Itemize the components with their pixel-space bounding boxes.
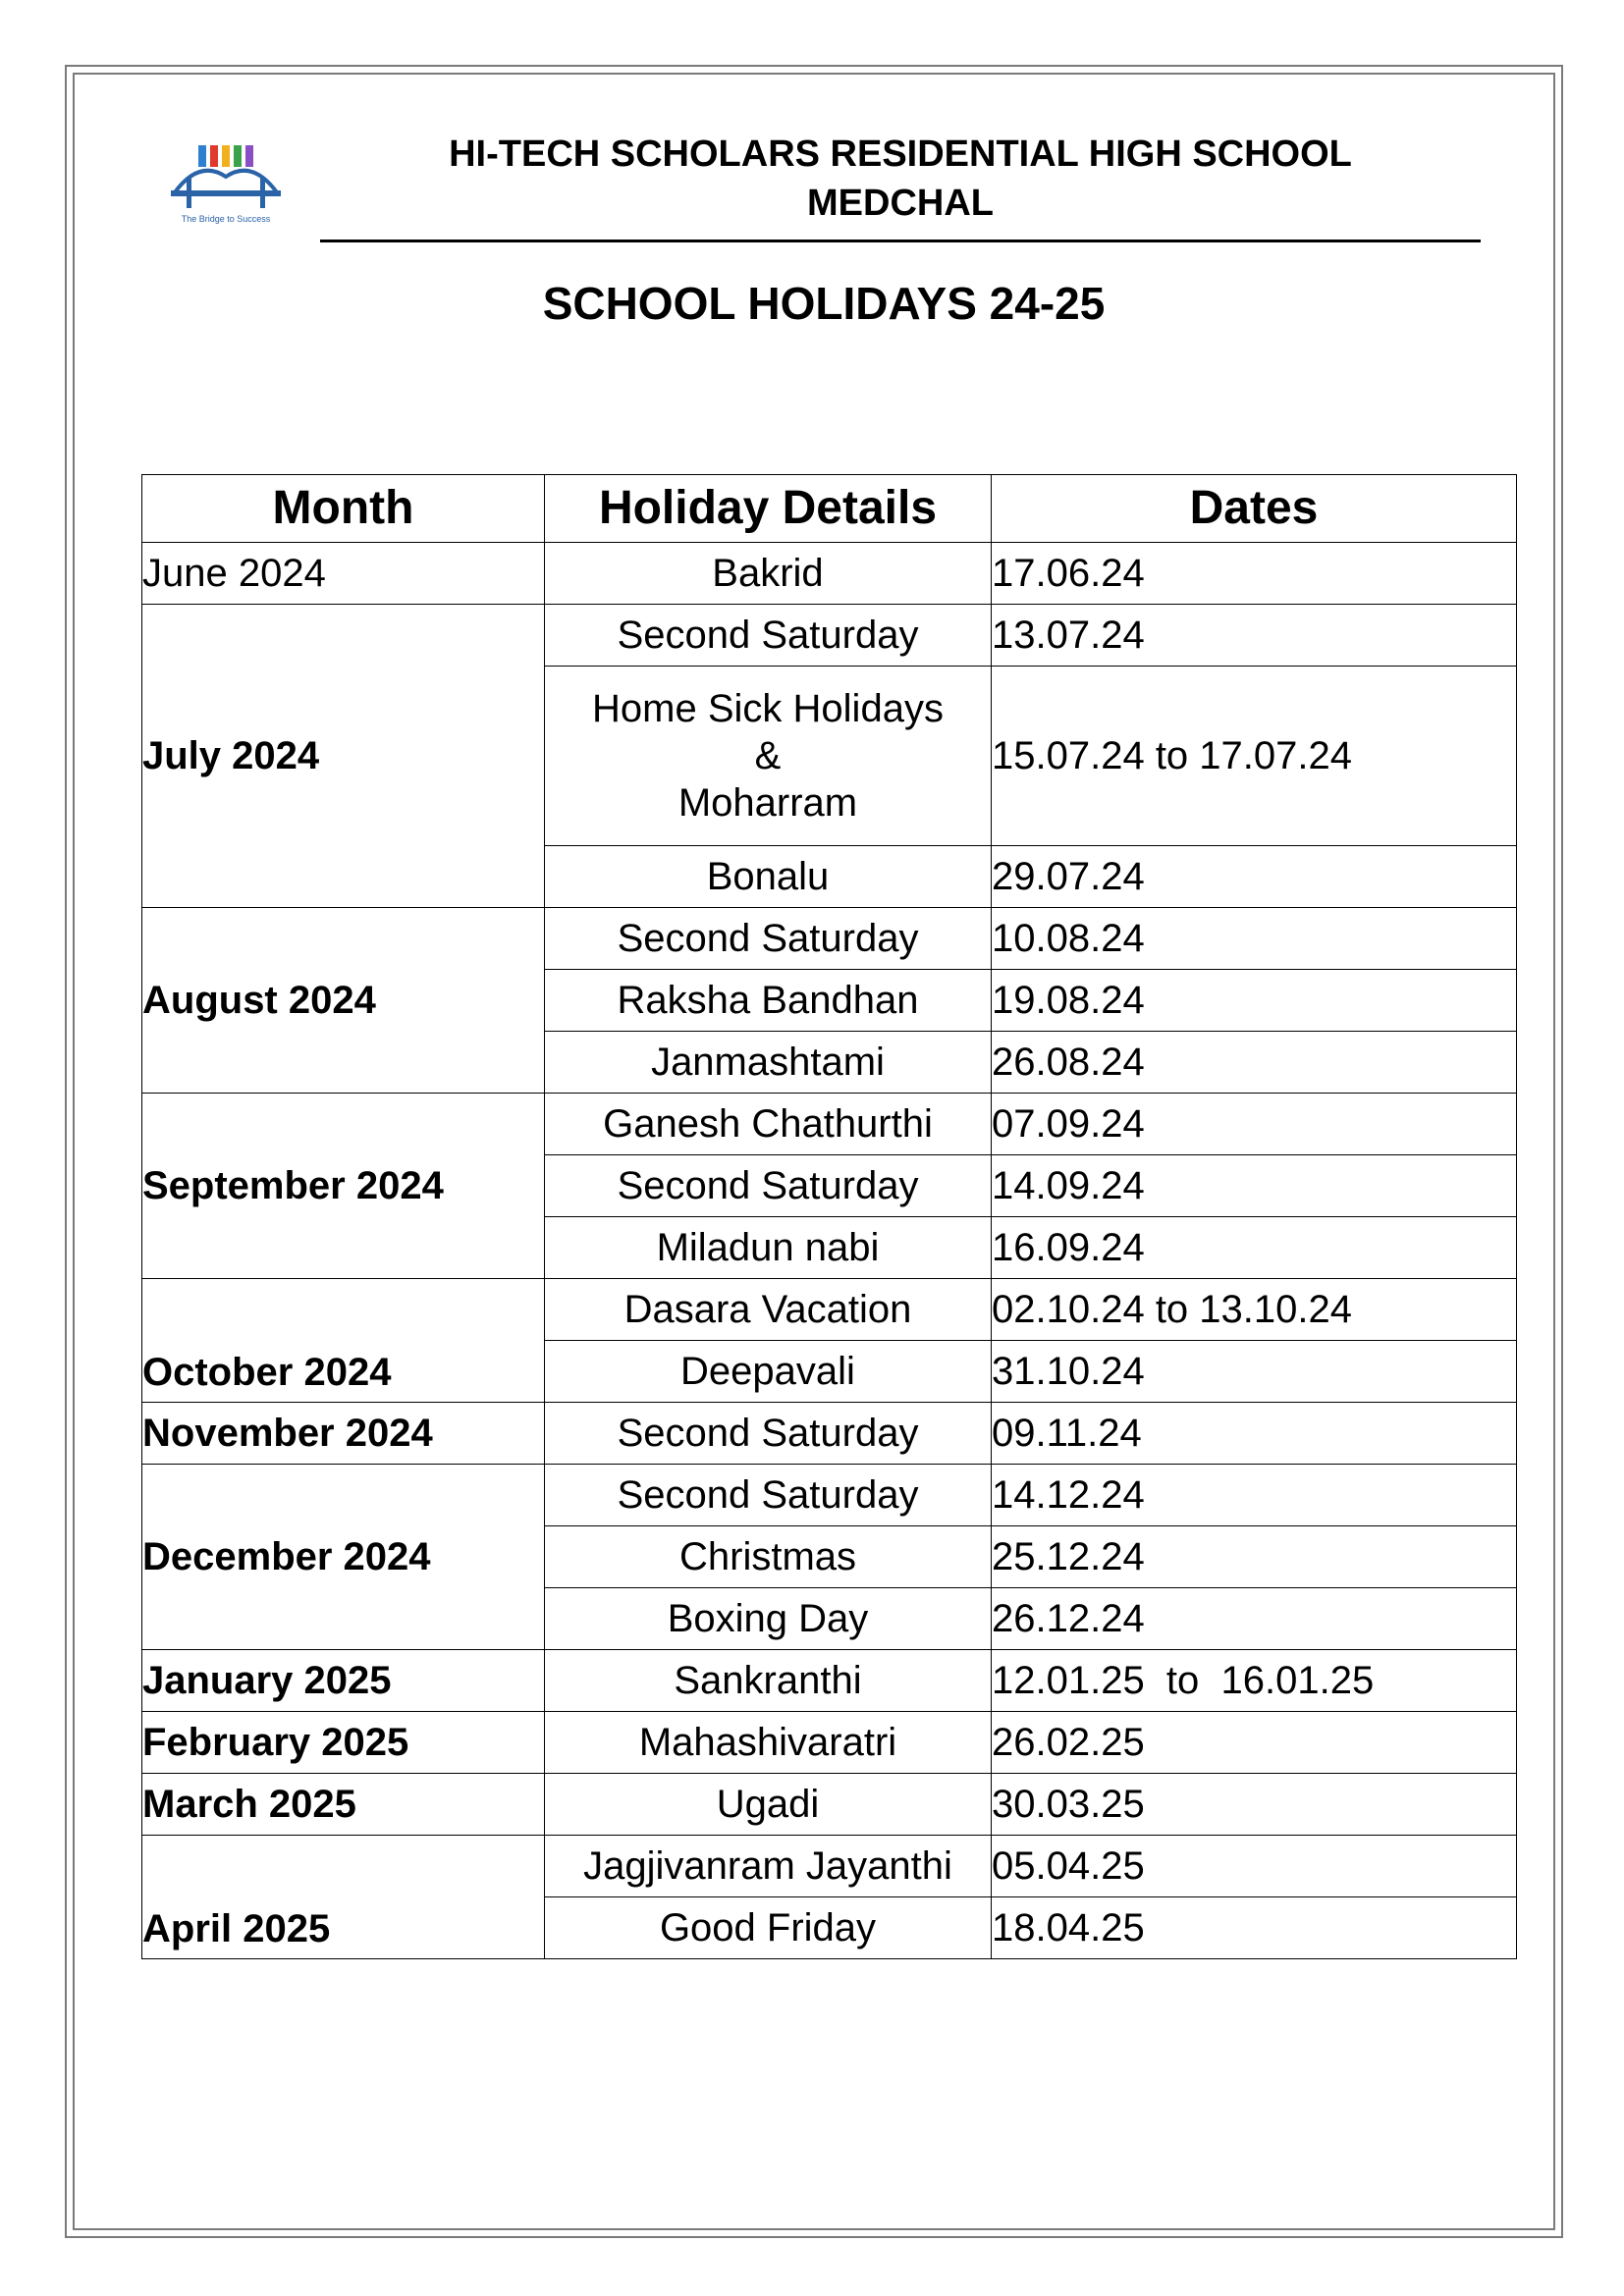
table-row xyxy=(142,1774,1517,1836)
month-cell: November 2024 xyxy=(142,1403,545,1465)
column-header-month: Month xyxy=(142,475,545,543)
holiday-cell: Dasara Vacation xyxy=(545,1279,992,1341)
dates-cell: 30.03.25 xyxy=(992,1774,1517,1836)
table-row xyxy=(142,908,1517,970)
holiday-cell: Second Saturday xyxy=(545,1155,992,1217)
header-divider xyxy=(320,240,1481,242)
holiday-line: Home Sick Holidays xyxy=(592,687,944,730)
holiday-line: Moharram xyxy=(677,781,858,825)
holiday-cell: Jagjivanram Jayanthi xyxy=(545,1836,992,1897)
holiday-cell: Deepavali xyxy=(545,1341,992,1403)
table-row xyxy=(142,1465,1517,1526)
month-cell: October 2024 xyxy=(142,1279,545,1403)
holiday-cell: Second Saturday xyxy=(545,908,992,970)
page-title: SCHOOL HOLIDAYS 24-25 xyxy=(542,278,1106,329)
dates-cell: 15.07.24 to 17.07.24 xyxy=(992,667,1517,846)
dates-cell: 29.07.24 xyxy=(992,846,1517,908)
holiday-cell: Ugadi xyxy=(545,1774,992,1836)
month-cell: August 2024 xyxy=(142,908,545,1094)
column-header-dates: Dates xyxy=(992,475,1517,543)
column-header-holiday: Holiday Details xyxy=(545,475,992,543)
table-row xyxy=(142,543,1517,605)
month-cell: December 2024 xyxy=(142,1465,545,1650)
month-cell: September 2024 xyxy=(142,1094,545,1279)
dates-cell: 12.01.25 to 16.01.25 xyxy=(992,1650,1517,1712)
holiday-cell: Janmashtami xyxy=(545,1032,992,1094)
dates-cell: 31.10.24 xyxy=(992,1341,1517,1403)
dates-cell: 14.09.24 xyxy=(992,1155,1517,1217)
dates-cell: 19.08.24 xyxy=(992,970,1517,1032)
table-row xyxy=(142,1094,1517,1155)
dates-cell: 26.08.24 xyxy=(992,1032,1517,1094)
holiday-cell: Boxing Day xyxy=(545,1588,992,1650)
month-cell: April 2025 xyxy=(142,1836,545,1959)
month-cell: June 2024 xyxy=(142,543,545,605)
school-logo xyxy=(165,137,293,226)
month-cell: January 2025 xyxy=(142,1650,545,1712)
bridge-logo-icon xyxy=(165,137,293,226)
holiday-cell: Second Saturday xyxy=(545,605,992,667)
holiday-cell: Christmas xyxy=(545,1526,992,1588)
dates-cell: 02.10.24 to 13.10.24 xyxy=(992,1279,1517,1341)
dates-cell: 18.04.25 xyxy=(992,1897,1517,1959)
dates-cell: 17.06.24 xyxy=(992,543,1517,605)
school-header xyxy=(320,130,1481,228)
table-row xyxy=(142,1279,1517,1341)
table-row xyxy=(142,1650,1517,1712)
holiday-cell: Second Saturday xyxy=(545,1403,992,1465)
dates-cell: 25.12.24 xyxy=(992,1526,1517,1588)
dates-cell: 26.02.25 xyxy=(992,1712,1517,1774)
month-cell: July 2024 xyxy=(142,605,545,908)
holiday-cell: Good Friday xyxy=(545,1897,992,1959)
holiday-cell: Mahashivaratri xyxy=(545,1712,992,1774)
dates-cell: 05.04.25 xyxy=(992,1836,1517,1897)
holiday-line: & xyxy=(754,734,782,777)
holiday-cell: Second Saturday xyxy=(545,1465,992,1526)
holiday-cell: Bakrid xyxy=(545,543,992,605)
holidays-table xyxy=(141,474,1517,1959)
holiday-cell: Bonalu xyxy=(545,846,992,908)
dates-cell: 16.09.24 xyxy=(992,1217,1517,1279)
holiday-cell xyxy=(545,667,992,846)
school-name: HI-TECH SCHOLARS RESIDENTIAL HIGH SCHOOL xyxy=(449,133,1352,175)
table-row xyxy=(142,1712,1517,1774)
table-header-row xyxy=(142,475,1517,543)
dates-cell: 14.12.24 xyxy=(992,1465,1517,1526)
dates-cell: 10.08.24 xyxy=(992,908,1517,970)
dates-cell: 26.12.24 xyxy=(992,1588,1517,1650)
school-location: MEDCHAL xyxy=(807,183,994,224)
table-row xyxy=(142,1836,1517,1897)
table-row xyxy=(142,605,1517,667)
month-cell: February 2025 xyxy=(142,1712,545,1774)
dates-cell: 09.11.24 xyxy=(992,1403,1517,1465)
holiday-cell: Miladun nabi xyxy=(545,1217,992,1279)
dates-cell: 13.07.24 xyxy=(992,605,1517,667)
holiday-cell: Ganesh Chathurthi xyxy=(545,1094,992,1155)
logo-tagline: The Bridge to Success xyxy=(181,214,271,224)
holiday-cell: Sankranthi xyxy=(545,1650,992,1712)
holiday-cell: Raksha Bandhan xyxy=(545,970,992,1032)
dates-cell: 07.09.24 xyxy=(992,1094,1517,1155)
table-row xyxy=(142,1403,1517,1465)
month-cell: March 2025 xyxy=(142,1774,545,1836)
